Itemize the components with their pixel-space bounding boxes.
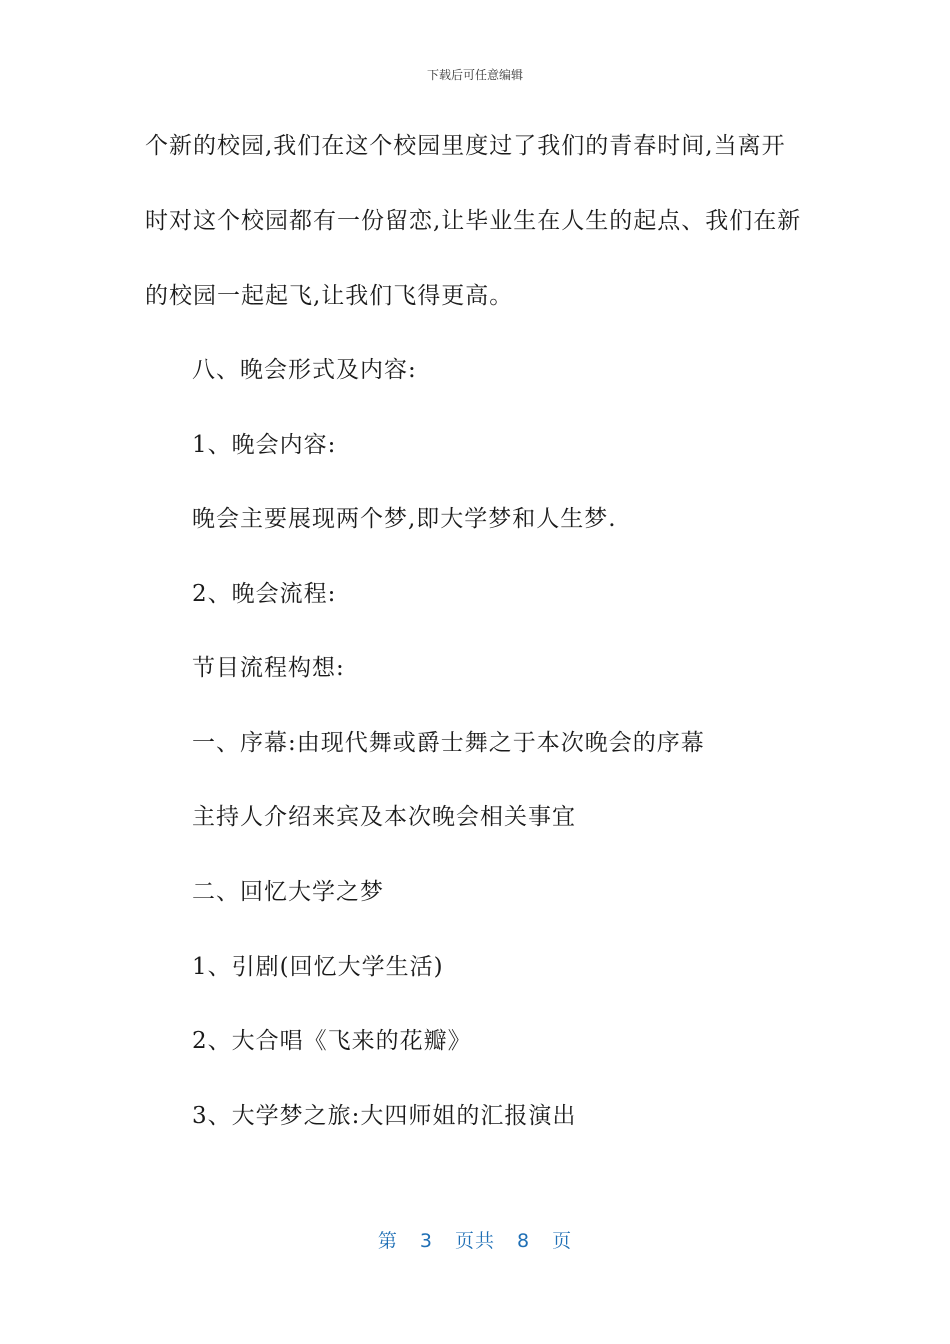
subsection-heading: 1、晚会内容:: [192, 432, 337, 458]
header-note: 下载后可任意编辑: [426, 68, 523, 82]
page-number-footer: [0, 1226, 950, 1253]
program-item: 2、大合唱《飞来的花瓣》: [192, 1028, 472, 1054]
program-item: 主持人介绍来宾及本次晚会相关事宜: [192, 804, 576, 830]
body-line: 的校园一起起飞,让我们飞得更高。: [145, 283, 514, 309]
section-heading: 八、晚会形式及内容:: [192, 357, 417, 383]
program-item: 一、序幕:由现代舞或爵士舞之于本次晚会的序幕: [192, 730, 705, 756]
body-line: 时对这个校园都有一份留恋,让毕业生在人生的起点、我们在新: [145, 208, 802, 234]
subsection-heading: 2、晚会流程:: [192, 581, 337, 607]
program-item: 3、大学梦之旅:大四师姐的汇报演出: [192, 1103, 577, 1129]
footer-middle: 页共: [454, 1230, 495, 1252]
footer-prefix: 第: [377, 1230, 398, 1252]
current-page-number: 3: [419, 1230, 433, 1252]
program-item: 1、引剧(回忆大学生活): [192, 954, 444, 980]
body-line: 个新的校园,我们在这个校园里度过了我们的青春时间,当离开: [145, 133, 786, 159]
footer-suffix: 页: [552, 1230, 573, 1252]
program-item: 二、回忆大学之梦: [192, 879, 384, 905]
body-line: 晚会主要展现两个梦,即大学梦和人生梦.: [192, 506, 617, 532]
total-pages-number: 8: [517, 1230, 531, 1252]
body-line: 节目流程构想:: [192, 655, 345, 681]
